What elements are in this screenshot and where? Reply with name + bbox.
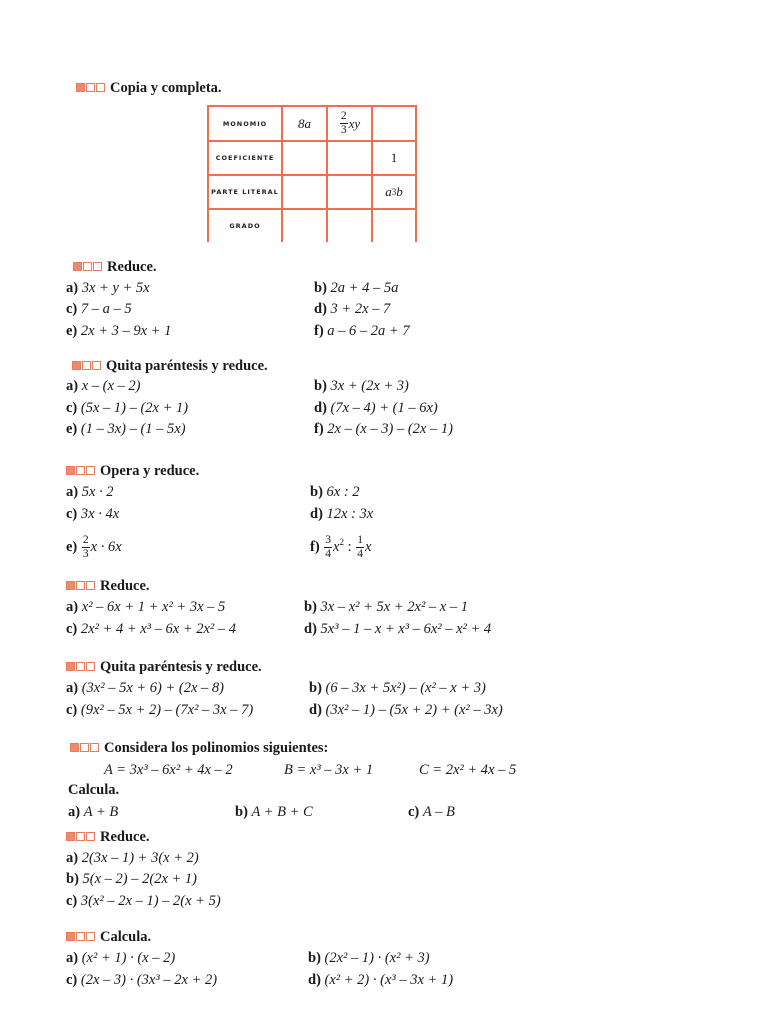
exercise-9-item-a: a) (x² + 1) · (x – 2) [66, 950, 176, 966]
table-header-monomio: MONOMIO [222, 119, 268, 128]
exercise-3-heading [72, 356, 268, 376]
exercise-9-item-c: c) (2x – 3) · (3x³ – 2x + 2) [66, 972, 218, 988]
exercise-7-item-a: a) A + B [68, 804, 119, 820]
exercise-8-title: Reduce. [100, 829, 150, 845]
exercise-4-item-b: b) 6x : 2 [310, 484, 360, 500]
exercise-5-item-b: b) 3x – x² + 5x + 2x² – x – 1 [304, 599, 468, 615]
exercise-3-title: Quita paréntesis y reduce. [106, 358, 268, 374]
difficulty-marks-icon [66, 926, 96, 946]
exercise-6-item-c: c) (9x² – 5x + 2) – (7x² – 3x – 7) [66, 702, 254, 718]
exercise-2-title: Reduce. [107, 259, 157, 275]
table-header-grado: GRADO [229, 222, 261, 230]
exercise-5-item-a: a) x² – 6x + 1 + x² + 3x – 5 [66, 599, 226, 615]
exercise-1-heading [76, 78, 222, 98]
monomial-table [207, 105, 417, 242]
exercise-3-item-a: a) x – (x – 2) [66, 378, 141, 394]
polynomial-a: A = 3x³ – 6x² + 4x – 2 [104, 762, 233, 778]
exercise-9-heading [66, 927, 151, 947]
exercise-7-title: Considera los polinomios siguientes: [104, 740, 329, 756]
exercise-3-item-b: b) 3x + (2x + 3) [314, 378, 409, 394]
exercise-6-item-d: d) (3x² – 1) – (5x + 2) + (x² – 3x) [309, 702, 503, 718]
exercise-6-title: Quita paréntesis y reduce. [100, 659, 262, 675]
exercise-6-item-b: b) (6 – 3x + 5x²) – (x² – x + 3) [309, 680, 486, 696]
exercise-5-heading [66, 576, 150, 596]
difficulty-marks-icon [66, 656, 96, 676]
exercise-2-item-b: b) 2a + 4 – 5a [314, 280, 399, 296]
table-cell-coeficiente-3: 1 [390, 150, 398, 165]
exercise-5-item-d: d) 5x³ – 1 – x + x³ – 6x² – x² + 4 [304, 621, 492, 637]
exercise-4-title: Opera y reduce. [100, 463, 200, 479]
difficulty-marks-icon [66, 575, 96, 595]
exercise-8-heading [66, 827, 150, 847]
polynomial-b: B = x³ – 3x + 1 [284, 762, 374, 778]
exercise-9-item-b: b) (2x² – 1) · (x² + 3) [308, 950, 430, 966]
difficulty-marks-icon [72, 355, 102, 375]
exercise-4-item-a: a) 5x · 2 [66, 484, 114, 500]
exercise-9-item-d: d) (x² + 2) · (x³ – 3x + 1) [308, 972, 454, 988]
exercise-4-item-d: d) 12x : 3x [310, 506, 374, 522]
exercise-4-item-c: c) 3x · 4x [66, 506, 120, 522]
exercise-2-item-a: a) 3x + y + 5x [66, 280, 150, 296]
exercise-3-item-c: c) (5x – 1) – (2x + 1) [66, 400, 189, 416]
table-header-coeficiente: COEFICIENTE [215, 154, 275, 162]
exercise-2-item-f: f) a – 6 – 2a + 7 [314, 323, 410, 339]
table-cell-monomio-2: $\frac{2}{3}$ xy [340, 110, 361, 136]
exercise-2-item-e: e) 2x + 3 – 9x + 1 [66, 323, 172, 339]
exercise-8-item-c: c) 3(x² – 2x – 1) – 2(x + 5) [66, 893, 221, 909]
exercise-8-item-b: b) 5(x – 2) – 2(2x + 1) [66, 871, 198, 887]
exercise-2-heading [73, 257, 157, 277]
exercise-5-item-c: c) 2x² + 4 + x³ – 6x + 2x² – 4 [66, 621, 237, 637]
difficulty-marks-icon [73, 256, 103, 276]
difficulty-marks-icon [76, 77, 106, 97]
exercise-4-item-e: e) $\frac{2}{3}$ x · 6x [66, 534, 122, 560]
exercise-4-heading [66, 461, 199, 481]
exercise-2-item-c: c) 7 – a – 5 [66, 301, 132, 317]
exercise-3-item-f: f) 2x – (x – 3) – (2x – 1) [314, 421, 453, 437]
exercise-3-item-e: e) (1 – 3x) – (1 – 5x) [66, 421, 186, 437]
exercise-1-title: Copia y completa. [110, 80, 222, 96]
exercise-7-item-b: b) A + B + C [235, 804, 313, 820]
difficulty-marks-icon [66, 460, 96, 480]
polynomial-c: C = 2x² + 4x – 5 [419, 762, 517, 778]
table-cell-literal-3: a 3 b [385, 184, 403, 199]
exercise-6-heading [66, 657, 262, 677]
exercise-7-heading [70, 738, 328, 758]
difficulty-marks-icon [66, 826, 96, 846]
table-header-parte-literal: PARTE LITERAL [211, 188, 279, 196]
exercise-6-item-a: a) (3x² – 5x + 6) + (2x – 8) [66, 680, 225, 696]
table-cell-monomio-1: 8a [298, 115, 311, 131]
exercise-9-title: Calcula. [100, 929, 152, 945]
exercise-8-item-a: a) 2(3x – 1) + 3(x + 2) [66, 850, 199, 866]
exercise-3-item-d: d) (7x – 4) + (1 – 6x) [314, 400, 438, 416]
difficulty-marks-icon [70, 737, 100, 757]
exercise-4-item-f: f) $\frac{3}{4}$ $x^2$ : $\frac{1}{4}$ x [310, 534, 372, 560]
exercise-7-calcula-label: Calcula. [68, 782, 120, 798]
exercise-2-item-d: d) 3 + 2x – 7 [314, 301, 391, 317]
exercise-5-title: Reduce. [100, 578, 150, 594]
exercise-7-item-c: c) A – B [408, 804, 455, 820]
